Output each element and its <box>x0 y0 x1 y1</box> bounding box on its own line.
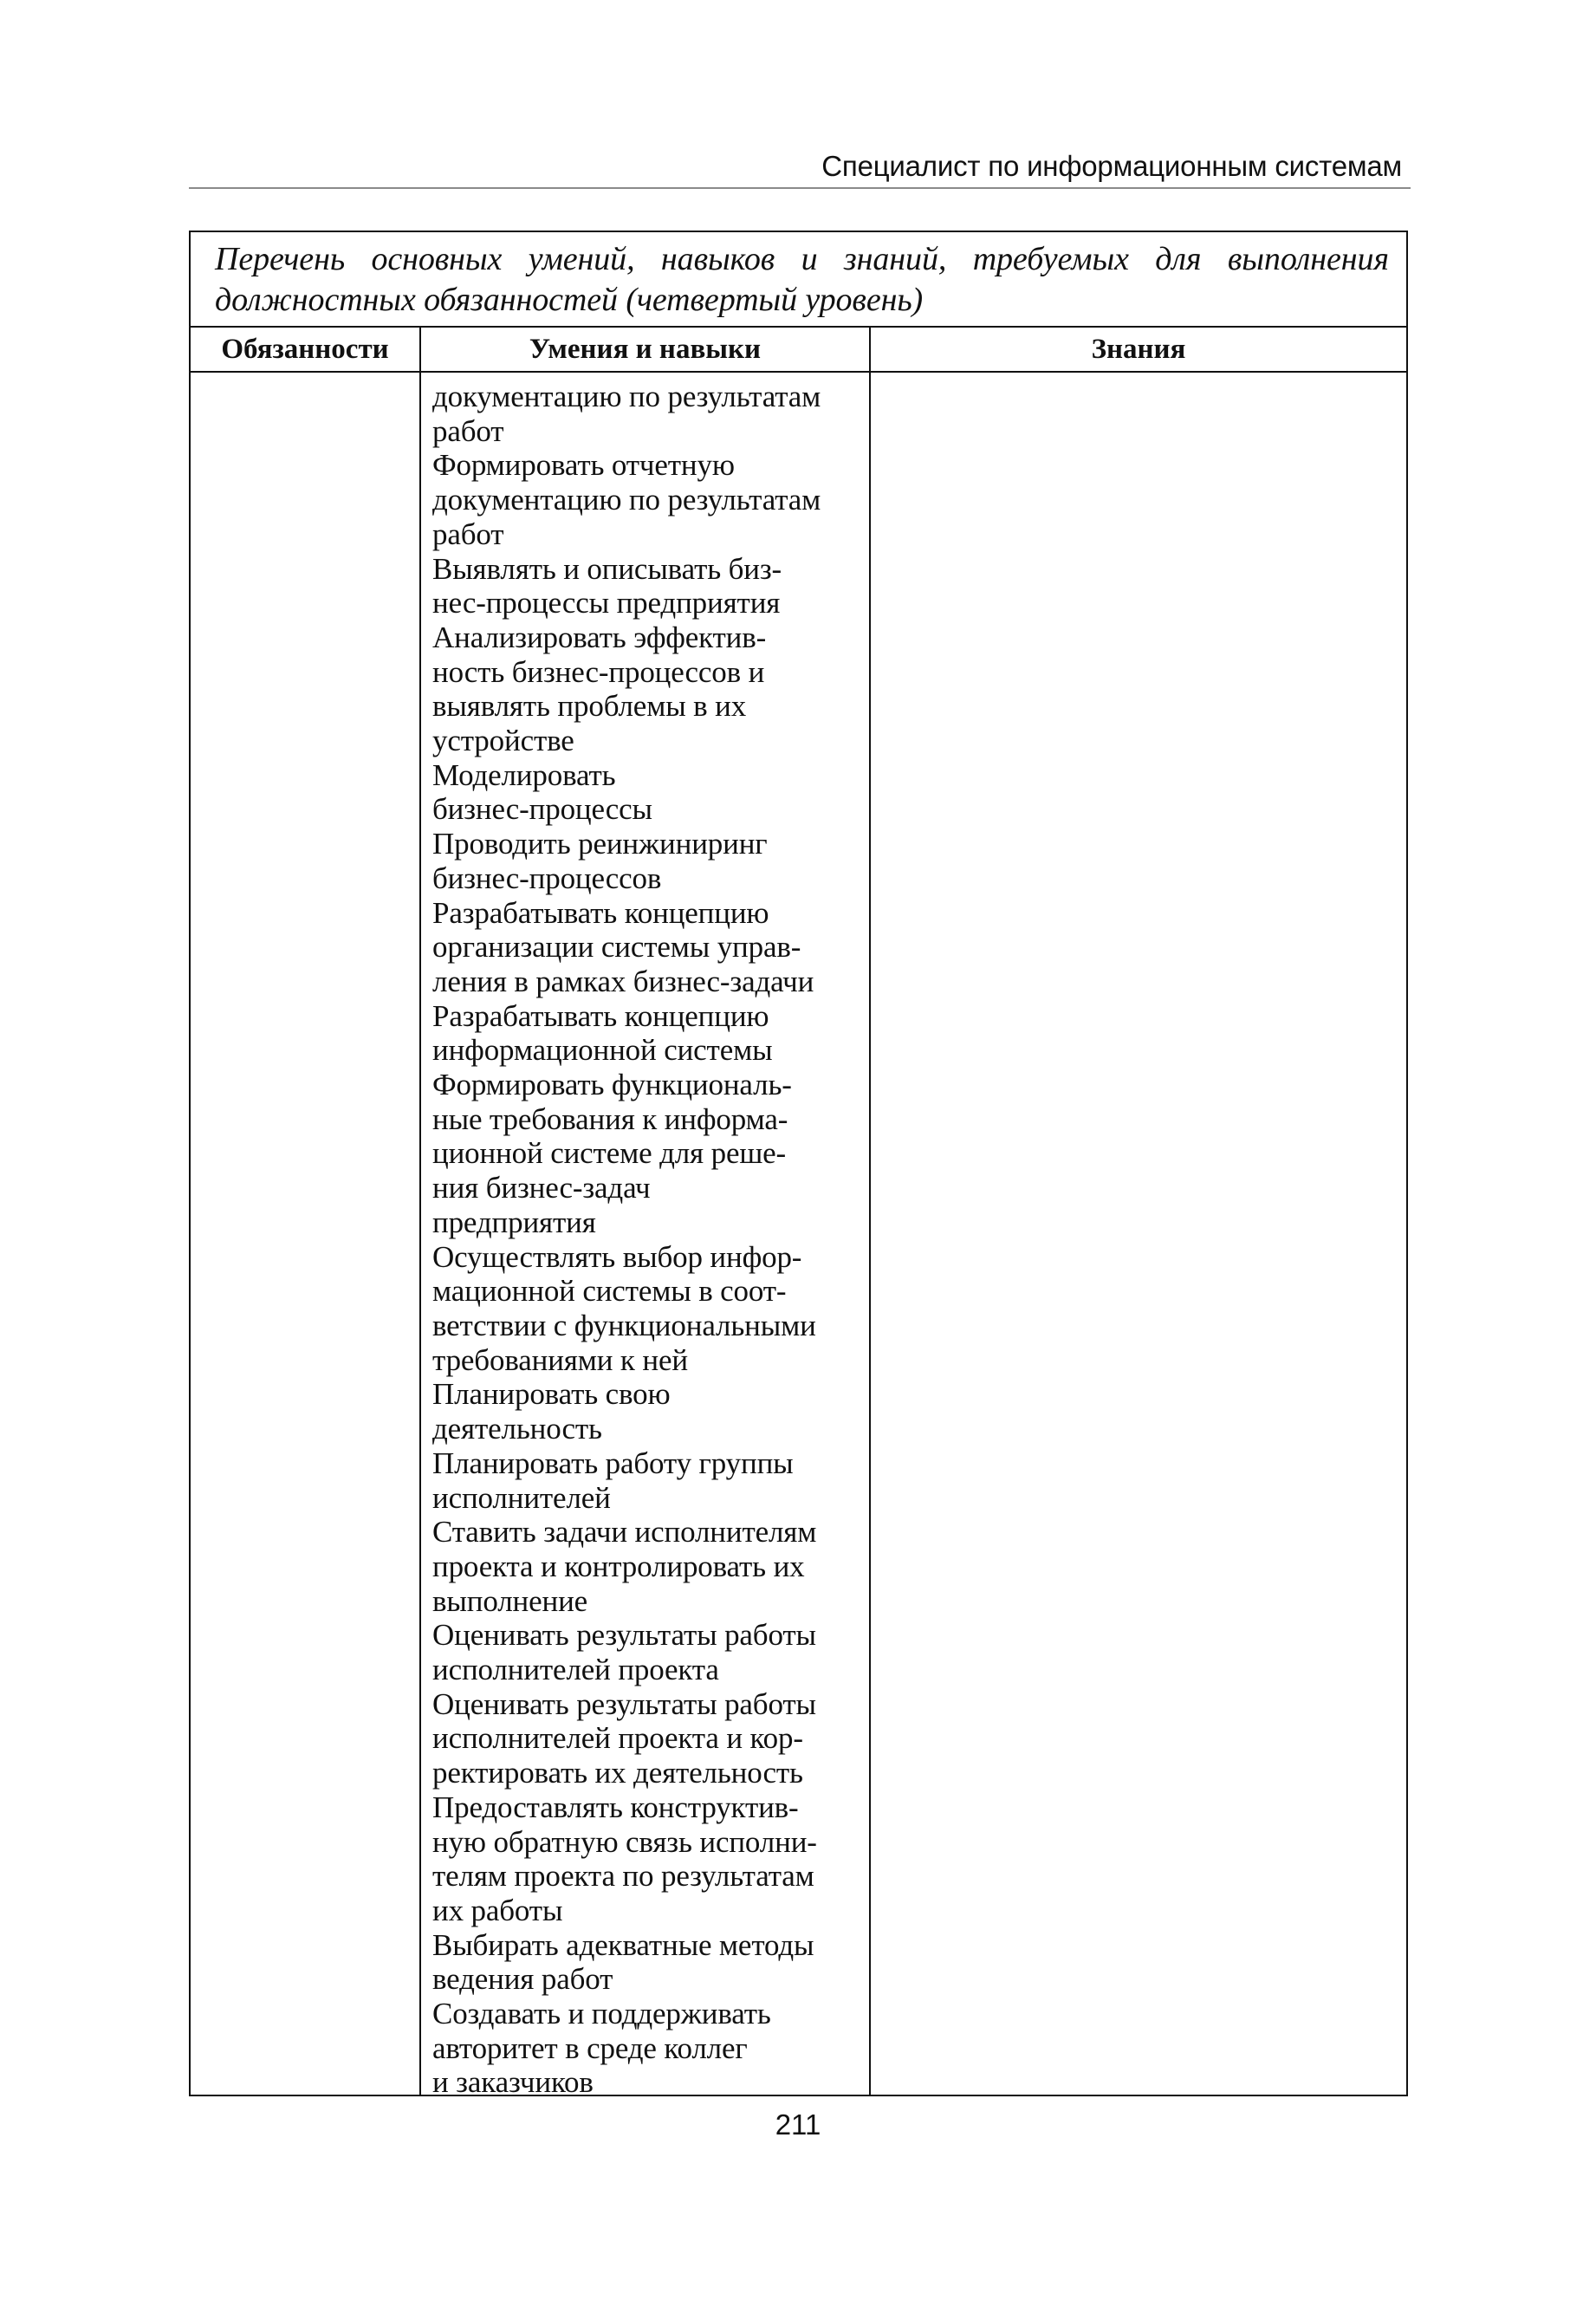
skill-line: Создавать и поддерживать <box>432 1997 771 2031</box>
skill-line: Выбирать адекватные методы <box>432 1927 814 1962</box>
skill-line: исполнителей проекта и кор- <box>432 1721 803 1756</box>
table-title: Перечень основных умений, навыков и знаний, требуемых для выполнения должностных обязанностей (четвертый уровень) <box>215 241 1389 318</box>
skill-line: телям проекта по результатам <box>432 1859 814 1894</box>
skill-line: Планировать свою <box>432 1377 671 1412</box>
skill-line: Выявлять и описывать биз- <box>432 551 782 586</box>
column-divider-1 <box>419 326 421 2096</box>
skill-line: ционной системе для реше- <box>432 1136 787 1171</box>
skill-line: их работы <box>432 1893 563 1927</box>
header-rule <box>189 187 1411 189</box>
skills-table <box>189 231 1408 2100</box>
skill-line: Моделировать <box>432 757 616 792</box>
skill-line: Формировать отчетную <box>432 448 735 483</box>
skill-line: ведения работ <box>432 1962 613 1997</box>
skill-line: работ <box>432 517 504 551</box>
skill-line: организации системы управ- <box>432 930 801 965</box>
skill-line: бизнес-процессов <box>432 861 662 895</box>
skill-line: Осуществлять выбор инфор- <box>432 1239 802 1274</box>
skill-line: нес-процессы предприятия <box>432 586 781 620</box>
skill-line: деятельность <box>432 1412 602 1446</box>
skill-line: ные требования к информа- <box>432 1101 788 1136</box>
header-divider <box>191 371 1406 373</box>
skill-line: выполнение <box>432 1583 588 1618</box>
skill-line: и заказчиков <box>432 2065 594 2100</box>
skill-line: Разрабатывать концепцию <box>432 895 769 930</box>
skill-line: Разрабатывать концепцию <box>432 998 769 1033</box>
skill-line: ную обратную связь исполни- <box>432 1824 817 1859</box>
skill-line: устройстве <box>432 724 574 758</box>
skill-line: ния бизнес-задач <box>432 1171 651 1205</box>
page-number: 211 <box>775 2108 821 2141</box>
column-header-skills: Умения и навыки <box>529 334 762 365</box>
skill-line: исполнителей проекта <box>432 1653 719 1687</box>
skill-line: ления в рамках бизнес-задачи <box>432 964 814 998</box>
skill-line: Планировать работу группы <box>432 1446 794 1480</box>
skill-line: документацию по результатам <box>432 483 821 517</box>
skill-line: ность бизнес-процессов и <box>432 654 765 689</box>
skill-line: ветствии с функциональными <box>432 1308 816 1342</box>
skill-line: Оценивать результаты работы <box>432 1618 816 1653</box>
skill-line: предприятия <box>432 1205 596 1239</box>
skill-line: информационной системы <box>432 1033 773 1068</box>
skill-line: требованиями к ней <box>432 1342 688 1377</box>
skills-cell <box>432 380 879 2100</box>
column-header-duties: Обязанности <box>221 334 389 365</box>
running-header: Специалист по информационным системам <box>821 150 1402 182</box>
skill-line: исполнителей <box>432 1480 611 1515</box>
skill-line: бизнес-процессы <box>432 792 652 827</box>
skill-line: мационной системы в соот- <box>432 1274 787 1309</box>
skill-line: ректировать их деятельность <box>432 1756 803 1790</box>
skill-line: Формировать функциональ- <box>432 1068 792 1102</box>
skill-line: выявлять проблемы в их <box>432 689 747 724</box>
skill-line: Оценивать результаты работы <box>432 1686 816 1721</box>
skill-line: проекта и контролировать их <box>432 1549 805 1583</box>
skill-line: Предоставлять конструктив- <box>432 1790 799 1824</box>
skill-line: работ <box>432 413 504 448</box>
skill-line: документацию по результатам <box>432 380 821 413</box>
skill-line: Анализировать эффектив- <box>432 620 767 654</box>
skill-line: авторитет в среде коллег <box>432 2030 748 2065</box>
skill-line: Ставить задачи исполнителям <box>432 1515 817 1550</box>
skill-line: Проводить реинжиниринг <box>432 827 768 861</box>
column-header-knowledge: Знания <box>1091 334 1186 365</box>
